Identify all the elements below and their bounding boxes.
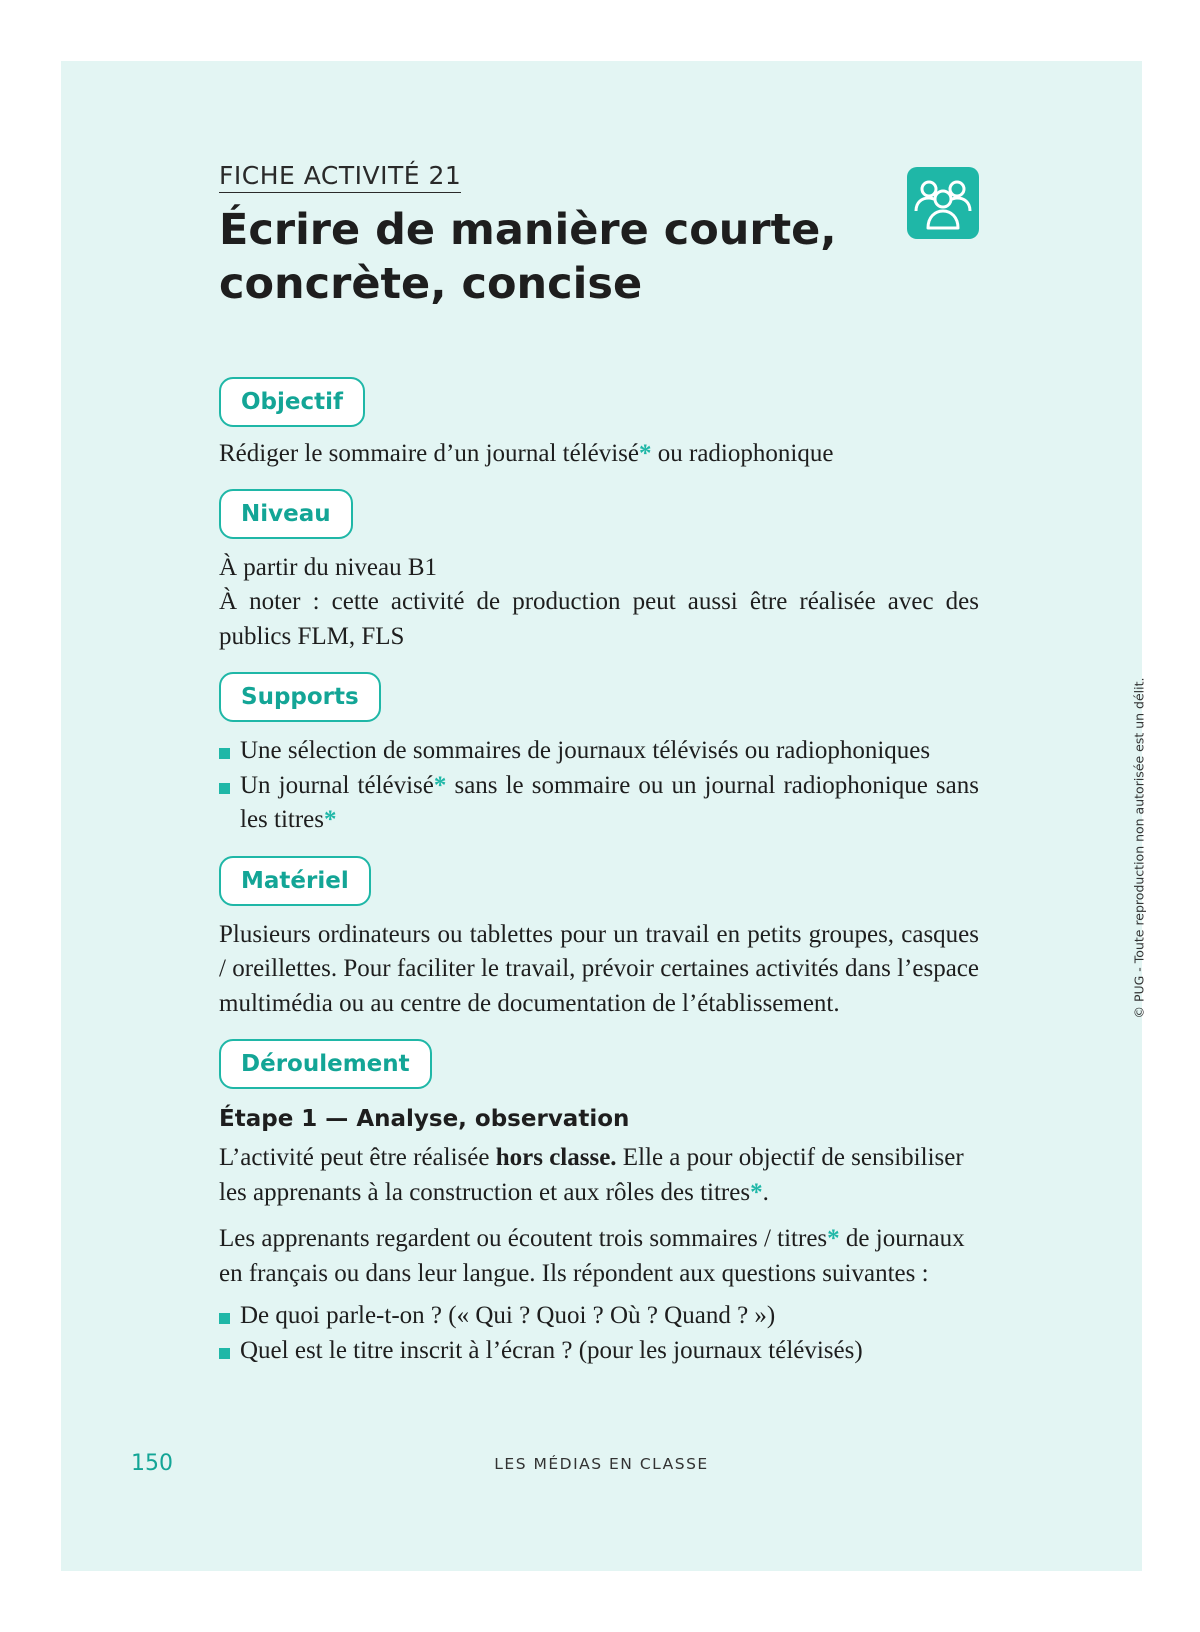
question-1-text: De quoi parle-t-on ? (« Qui ? Quoi ? Où ? Quand ? ») — [240, 1302, 776, 1329]
glossary-star: * — [324, 806, 337, 833]
list-item — [219, 1299, 979, 1334]
glossary-star: * — [750, 1178, 763, 1206]
objectif-text-main: Rédiger le sommaire d’un journal télévisé — [219, 440, 640, 467]
deroulement-paragraph-2 — [219, 1222, 979, 1291]
supports-badge: Supports — [219, 672, 381, 722]
glossary-star: * — [433, 771, 447, 799]
page-number: 150 — [131, 1451, 173, 1476]
niveau-line-1: À partir du niveau B1 — [219, 553, 438, 581]
p1-text-end: . — [762, 1178, 769, 1206]
niveau-line-2: À noter : cette activité de production peut aussi être réalisée avec des publics FLM, FLS — [219, 588, 979, 650]
glossary-star: * — [827, 1225, 840, 1252]
title-line-2: concrète, concise — [219, 259, 643, 309]
deroulement-paragraph-1 — [219, 1141, 979, 1210]
copyright-text: © PUG - Toute reproduction non autorisée est un délit. — [1131, 677, 1147, 1019]
p1-bold-text: hors classe. — [495, 1144, 617, 1171]
supports-item-1-text: Une sélection de sommaires de journaux télévisés ou radiophoniques — [240, 737, 931, 764]
objectif-text — [219, 437, 979, 472]
list-item — [219, 734, 979, 769]
question-2-text: Quel est le titre inscrit à l’écran ? (pour les journaux télévisés) — [240, 1336, 863, 1364]
page-title — [219, 203, 979, 311]
step-1-title: Étape 1 — Analyse, observation — [219, 1106, 630, 1132]
fiche-label: FICHE ACTIVITÉ 21 — [219, 161, 461, 193]
supports-item-2-text-a: Un journal télévisé — [240, 771, 434, 799]
p1-text-b: Elle a pour objectif de sensibiliser les apprenants à la construction et aux rôles des titres — [219, 1144, 964, 1206]
deroulement-badge: Déroulement — [219, 1039, 432, 1089]
niveau-badge: Niveau — [219, 489, 353, 539]
materiel-badge: Matériel — [219, 856, 371, 906]
title-line-1: Écrire de manière courte, — [219, 205, 837, 255]
book-title: LES MÉDIAS EN CLASSE — [494, 1455, 709, 1473]
p2-text-b: de journaux en français ou dans leur langue. Ils répondent aux questions suivantes : — [219, 1225, 965, 1287]
objectif-text-after: ou radiophonique — [651, 440, 834, 467]
p1-text-a: L’activité peut être réalisée — [219, 1144, 496, 1171]
list-item — [219, 1334, 979, 1369]
p2-text-a: Les apprenants regardent ou écoutent trois sommaires / titres — [219, 1225, 828, 1252]
main-content — [219, 161, 979, 1368]
supports-list — [219, 734, 979, 838]
glossary-star: * — [639, 440, 652, 467]
objectif-badge: Objectif — [219, 377, 365, 427]
materiel-text: Plusieurs ordinateurs ou tablettes pour un travail en petits groupes, casques / oreillettes. Pour faciliter le travail, prévoir certaines activités dans l’espace multimédia ou au centre de documentation de l’établissement. — [219, 920, 979, 1017]
page — [61, 61, 1147, 1571]
questions-list — [219, 1299, 979, 1368]
list-item — [219, 769, 979, 838]
supports-item-2-text-b: sans le sommaire ou un journal radiophonique sans les titres — [240, 771, 979, 833]
